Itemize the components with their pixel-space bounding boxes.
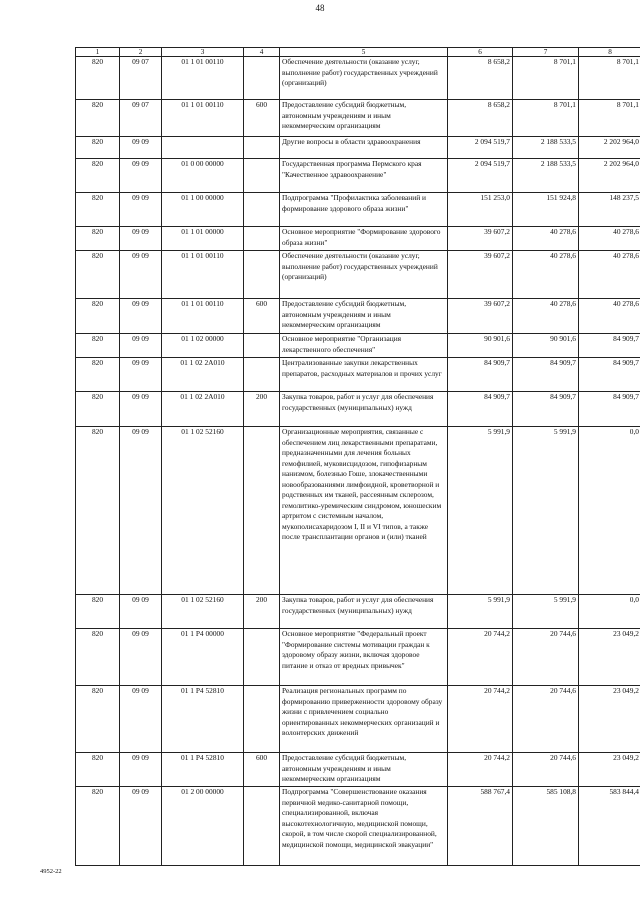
admin-code-cell: 820 xyxy=(76,299,120,334)
section-code-cell: 09 09 xyxy=(120,299,162,334)
expense-type-cell xyxy=(244,358,280,392)
table-row xyxy=(76,159,640,193)
expense-type-cell: 200 xyxy=(244,392,280,427)
item-name-cell: Подпрограмма "Профилактика заболеваний и формирование здорового образа жизни" xyxy=(280,193,448,227)
amount-col8-cell: 2 202 964,0 xyxy=(579,159,640,193)
item-name-cell: Централизованные закупки лекарственных препаратов, расходных материалов и прочих услуг xyxy=(280,358,448,392)
amount-col6-cell: 151 253,0 xyxy=(448,193,513,227)
amount-col7-cell: 585 108,8 xyxy=(513,787,579,866)
amount-col7-cell: 84 909,7 xyxy=(513,358,579,392)
expense-type-cell xyxy=(244,159,280,193)
expense-type-cell xyxy=(244,137,280,159)
expense-type-cell xyxy=(244,629,280,686)
amount-col6-cell: 20 744,2 xyxy=(448,753,513,787)
amount-col6-cell: 39 607,2 xyxy=(448,299,513,334)
admin-code-cell: 820 xyxy=(76,427,120,595)
section-code-cell: 09 09 xyxy=(120,251,162,299)
amount-col8-cell: 0,0 xyxy=(579,595,640,629)
item-name-cell: Основное мероприятие "Формирование здорового образа жизни" xyxy=(280,227,448,251)
item-name-cell: Основное мероприятие "Федеральный проект "Формирование системы мотивации граждан к здоровому образу жизни, включая здоровое питание и отказ от вредных привычек" xyxy=(280,629,448,686)
amount-col7-cell: 2 188 533,5 xyxy=(513,137,579,159)
target-article-cell: 01 0 00 00000 xyxy=(162,159,244,193)
table-row xyxy=(76,193,640,227)
amount-col6-cell: 5 991,9 xyxy=(448,427,513,595)
amount-col8-cell: 23 049,2 xyxy=(579,753,640,787)
target-article-cell: 01 1 02 52160 xyxy=(162,427,244,595)
expense-type-cell xyxy=(244,251,280,299)
item-name-cell: Государственная программа Пермского края "Качественное здравоохранение" xyxy=(280,159,448,193)
expense-type-cell: 600 xyxy=(244,299,280,334)
column-header: 7 xyxy=(513,48,579,57)
page-number: 48 xyxy=(315,3,325,13)
amount-col7-cell: 20 744,6 xyxy=(513,686,579,753)
table-row xyxy=(76,392,640,427)
target-article-cell: 01 1 02 2A010 xyxy=(162,392,244,427)
admin-code-cell: 820 xyxy=(76,787,120,866)
amount-col8-cell: 23 049,2 xyxy=(579,686,640,753)
target-article-cell: 01 1 P4 52810 xyxy=(162,753,244,787)
section-code-cell: 09 09 xyxy=(120,686,162,753)
expense-type-cell xyxy=(244,193,280,227)
table-row xyxy=(76,595,640,629)
admin-code-cell: 820 xyxy=(76,629,120,686)
admin-code-cell: 820 xyxy=(76,753,120,787)
amount-col6-cell: 39 607,2 xyxy=(448,251,513,299)
table-row xyxy=(76,137,640,159)
expense-type-cell xyxy=(244,427,280,595)
expense-type-cell xyxy=(244,334,280,358)
column-header: 8 xyxy=(579,48,640,57)
target-article-cell: 01 1 01 00110 xyxy=(162,100,244,137)
amount-col6-cell: 2 094 519,7 xyxy=(448,159,513,193)
section-code-cell: 09 09 xyxy=(120,753,162,787)
amount-col7-cell: 151 924,8 xyxy=(513,193,579,227)
amount-col7-cell: 8 701,1 xyxy=(513,100,579,137)
amount-col6-cell: 84 909,7 xyxy=(448,392,513,427)
column-header: 4 xyxy=(244,48,280,57)
target-article-cell: 01 1 02 52160 xyxy=(162,595,244,629)
document-code: 4952-22 xyxy=(40,868,62,875)
table-row xyxy=(76,427,640,595)
section-code-cell: 09 09 xyxy=(120,334,162,358)
section-code-cell: 09 09 xyxy=(120,159,162,193)
item-name-cell: Реализация региональных программ по формированию приверженности здоровому образу жизни с привлечением социально ориентированных некоммерческих организаций и волонтерских движений xyxy=(280,686,448,753)
item-name-cell: Обеспечение деятельности (оказание услуг, выполнение работ) государственных учреждений (организаций) xyxy=(280,251,448,299)
admin-code-cell: 820 xyxy=(76,137,120,159)
amount-col7-cell: 5 991,9 xyxy=(513,427,579,595)
amount-col8-cell: 2 202 964,0 xyxy=(579,137,640,159)
admin-code-cell: 820 xyxy=(76,686,120,753)
admin-code-cell: 820 xyxy=(76,392,120,427)
section-code-cell: 09 09 xyxy=(120,595,162,629)
target-article-cell: 01 2 00 00000 xyxy=(162,787,244,866)
table-row xyxy=(76,251,640,299)
amount-col7-cell: 84 909,7 xyxy=(513,392,579,427)
table-row xyxy=(76,299,640,334)
expense-type-cell: 600 xyxy=(244,753,280,787)
admin-code-cell: 820 xyxy=(76,334,120,358)
item-name-cell: Подпрограмма "Совершенствование оказания первичной медико-санитарной помощи, специализированной, включая высокотехнологичную, медицинской помощи, скорой, в том числе скорой специализированной, медицинской помощи, медицинской эвакуации" xyxy=(280,787,448,866)
amount-col6-cell: 84 909,7 xyxy=(448,358,513,392)
expense-type-cell xyxy=(244,787,280,866)
amount-col7-cell: 2 188 533,5 xyxy=(513,159,579,193)
amount-col8-cell: 84 909,7 xyxy=(579,334,640,358)
amount-col6-cell: 20 744,2 xyxy=(448,686,513,753)
target-article-cell xyxy=(162,137,244,159)
item-name-cell: Закупка товаров, работ и услуг для обеспечения государственных (муниципальных) нужд xyxy=(280,392,448,427)
table-row xyxy=(76,334,640,358)
section-code-cell: 09 09 xyxy=(120,392,162,427)
target-article-cell: 01 1 01 00000 xyxy=(162,227,244,251)
budget-table xyxy=(75,47,640,866)
target-article-cell: 01 1 02 00000 xyxy=(162,334,244,358)
item-name-cell: Предоставление субсидий бюджетным, автономным учреждениям и иным некоммерческим организациям xyxy=(280,100,448,137)
expense-type-cell xyxy=(244,57,280,100)
item-name-cell: Основное мероприятие "Организация лекарственного обеспечения" xyxy=(280,334,448,358)
table-row xyxy=(76,227,640,251)
target-article-cell: 01 1 02 2A010 xyxy=(162,358,244,392)
amount-col6-cell: 90 901,6 xyxy=(448,334,513,358)
amount-col6-cell: 8 658,2 xyxy=(448,57,513,100)
amount-col8-cell: 0,0 xyxy=(579,427,640,595)
amount-col8-cell: 8 701,1 xyxy=(579,57,640,100)
section-code-cell: 09 09 xyxy=(120,137,162,159)
amount-col7-cell: 40 278,6 xyxy=(513,227,579,251)
amount-col6-cell: 5 991,9 xyxy=(448,595,513,629)
amount-col7-cell: 20 744,6 xyxy=(513,629,579,686)
amount-col8-cell: 23 049,2 xyxy=(579,629,640,686)
table-row xyxy=(76,686,640,753)
table-row xyxy=(76,57,640,100)
admin-code-cell: 820 xyxy=(76,358,120,392)
table-row xyxy=(76,753,640,787)
target-article-cell: 01 1 P4 00000 xyxy=(162,629,244,686)
admin-code-cell: 820 xyxy=(76,227,120,251)
column-header: 2 xyxy=(120,48,162,57)
amount-col7-cell: 90 901,6 xyxy=(513,334,579,358)
amount-col8-cell: 583 844,4 xyxy=(579,787,640,866)
section-code-cell: 09 09 xyxy=(120,358,162,392)
table-row xyxy=(76,787,640,866)
expense-type-cell: 600 xyxy=(244,100,280,137)
section-code-cell: 09 09 xyxy=(120,227,162,251)
amount-col7-cell: 20 744,6 xyxy=(513,753,579,787)
amount-col7-cell: 40 278,6 xyxy=(513,251,579,299)
column-header: 1 xyxy=(76,48,120,57)
column-header: 5 xyxy=(280,48,448,57)
expense-type-cell xyxy=(244,227,280,251)
section-code-cell: 09 09 xyxy=(120,427,162,595)
item-name-cell: Обеспечение деятельности (оказание услуг, выполнение работ) государственных учреждений (организаций) xyxy=(280,57,448,100)
target-article-cell: 01 1 P4 52810 xyxy=(162,686,244,753)
section-code-cell: 09 07 xyxy=(120,57,162,100)
amount-col8-cell: 84 909,7 xyxy=(579,392,640,427)
section-code-cell: 09 09 xyxy=(120,193,162,227)
expense-type-cell xyxy=(244,686,280,753)
amount-col8-cell: 40 278,6 xyxy=(579,299,640,334)
column-number-row xyxy=(76,48,640,57)
amount-col7-cell: 40 278,6 xyxy=(513,299,579,334)
target-article-cell: 01 1 00 00000 xyxy=(162,193,244,227)
item-name-cell: Организационные мероприятия, связанные с обеспечением лиц лекарственными препаратами, предназначенными для лечения больных гемофилией, муковисцидозом, гипофизарным нанизмом, болезнью Гоше, злокачественными новообразованиями лимфоидной, кроветворной и родственных им тканей, рассеянным склерозом, гемолитико-уремическим синдромом, юношеским артритом с системным началом, мукополисахаридозом I, II и VI типов, а также после трансплантации органов и (или) тканей xyxy=(280,427,448,595)
table-row xyxy=(76,358,640,392)
amount-col8-cell: 40 278,6 xyxy=(579,251,640,299)
admin-code-cell: 820 xyxy=(76,251,120,299)
amount-col8-cell: 8 701,1 xyxy=(579,100,640,137)
expense-type-cell: 200 xyxy=(244,595,280,629)
admin-code-cell: 820 xyxy=(76,100,120,137)
item-name-cell: Закупка товаров, работ и услуг для обеспечения государственных (муниципальных) нужд xyxy=(280,595,448,629)
item-name-cell: Предоставление субсидий бюджетным, автономным учреждениям и иным некоммерческим организациям xyxy=(280,753,448,787)
amount-col6-cell: 20 744,2 xyxy=(448,629,513,686)
section-code-cell: 09 07 xyxy=(120,100,162,137)
amount-col8-cell: 148 237,5 xyxy=(579,193,640,227)
item-name-cell: Предоставление субсидий бюджетным, автономным учреждениям и иным некоммерческим организациям xyxy=(280,299,448,334)
section-code-cell: 09 09 xyxy=(120,629,162,686)
amount-col7-cell: 8 701,1 xyxy=(513,57,579,100)
item-name-cell: Другие вопросы в области здравоохранения xyxy=(280,137,448,159)
target-article-cell: 01 1 01 00110 xyxy=(162,251,244,299)
amount-col7-cell: 5 991,9 xyxy=(513,595,579,629)
amount-col8-cell: 84 909,7 xyxy=(579,358,640,392)
section-code-cell: 09 09 xyxy=(120,787,162,866)
admin-code-cell: 820 xyxy=(76,159,120,193)
table-row xyxy=(76,629,640,686)
amount-col6-cell: 39 607,2 xyxy=(448,227,513,251)
amount-col6-cell: 2 094 519,7 xyxy=(448,137,513,159)
target-article-cell: 01 1 01 00110 xyxy=(162,57,244,100)
admin-code-cell: 820 xyxy=(76,595,120,629)
column-header: 3 xyxy=(162,48,244,57)
amount-col8-cell: 40 278,6 xyxy=(579,227,640,251)
amount-col6-cell: 8 658,2 xyxy=(448,100,513,137)
column-header: 6 xyxy=(448,48,513,57)
target-article-cell: 01 1 01 00110 xyxy=(162,299,244,334)
admin-code-cell: 820 xyxy=(76,193,120,227)
amount-col6-cell: 588 767,4 xyxy=(448,787,513,866)
table-row xyxy=(76,100,640,137)
admin-code-cell: 820 xyxy=(76,57,120,100)
